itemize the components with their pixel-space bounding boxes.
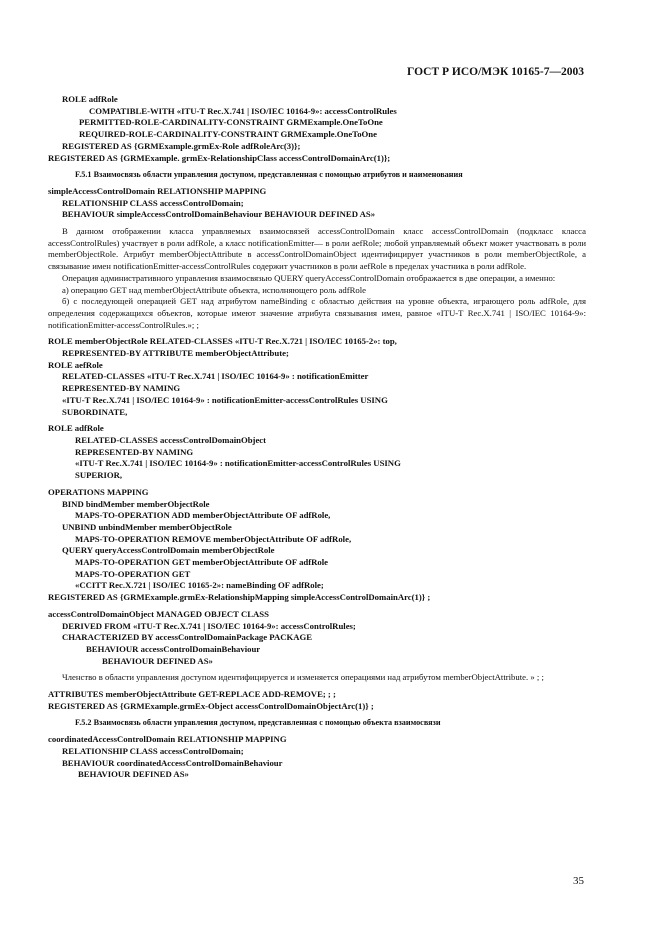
code-line: coordinatedAccessControlDomain RELATIONSHIP MAPPING bbox=[48, 734, 287, 745]
code-line: BEHAVIOUR coordinatedAccessControlDomainBehaviour bbox=[62, 757, 283, 768]
code-line: MAPS-TO-OPERATION GET memberObjectAttribute OF adfRole bbox=[75, 557, 329, 568]
code-line: RELATED-CLASSES accessControlDomainObject bbox=[75, 434, 267, 445]
code-line: SUPERIOR, bbox=[75, 470, 123, 481]
code-line: REPRESENTED-BY ATTRIBUTE memberObjectAttribute; bbox=[62, 348, 289, 359]
code-line: PERMITTED-ROLE-CARDINALITY-CONSTRAINT GRMExample.OneToOne bbox=[79, 117, 383, 128]
code-line: RELATIONSHIP CLASS accessControlDomain; bbox=[62, 745, 244, 756]
section-heading: F.5.1 Взаимосвязь области управления доступом, представленная с помощью атрибутов и наименования bbox=[75, 170, 463, 180]
code-line: REGISTERED AS {GRMExample.grmEx-Object accessControlDomainObjectArc(1)} ; bbox=[48, 700, 374, 711]
paragraph: В данном отображении класса управляемых взаимосвязей accessControlDomain класс accessControlDomain (подкласс класса accessControlRules) участвует в роли adfRole, а класс notificationEmitter— в роли aefRole; любой управляемый объект может участвовать в роли memberObjectRole. Атрибут memberObjectAttribute в accessControlDomainObject идентифицирует участников в роли memberObjectRole, а связывание имен notificationEmitter-accessControlRules содержит участников в роли aefRole в пределах участника в роли adfRole. bbox=[48, 226, 586, 272]
code-line: ROLE aefRole bbox=[48, 359, 103, 370]
code-line: BEHAVIOUR DEFINED AS» bbox=[78, 769, 189, 780]
code-line: REGISTERED AS {GRMExample.grmEx-RelationshipMapping simpleAccessControlDomainArc(1)} ; bbox=[48, 592, 431, 603]
code-line: ROLE adfRole bbox=[62, 94, 118, 104]
paragraph: Операция административного управления взаимосвязью QUERY queryAccessControlDomain отображается в две операции, а именно: bbox=[62, 272, 556, 283]
code-line: UNBIND unbindMember memberObjectRole bbox=[62, 521, 232, 532]
code-line: REQUIRED-ROLE-CARDINALITY-CONSTRAINT GRMExample.OneToOne bbox=[79, 129, 377, 140]
paragraph: Членство в области управления доступом идентифицируется и изменяется операциями над атрибутом memberObjectAttribute. » ; ; bbox=[62, 672, 544, 683]
code-line: ATTRIBUTES memberObjectAttribute GET-REPLACE ADD-REMOVE; ; ; bbox=[48, 689, 336, 700]
code-line: «ITU-T Rec.X.741 | ISO/IEC 10164-9» : notificationEmitter-accessControlRules USING bbox=[75, 458, 401, 469]
code-line: simpleAccessControlDomain RELATIONSHIP MAPPING bbox=[48, 185, 267, 196]
paragraph: а) операцию GET над memberObjectAttribute объекта, исполняющего роль adfRole bbox=[62, 284, 366, 295]
code-line: COMPATIBLE-WITH «ITU-T Rec.X.741 | ISO/IEC 10164-9»: accessControlRules bbox=[89, 105, 397, 116]
code-line: MAPS-TO-OPERATION ADD memberObjectAttribute OF adfRole, bbox=[75, 510, 331, 521]
code-line: accessControlDomainObject MANAGED OBJECT CLASS bbox=[48, 608, 269, 619]
code-line: REPRESENTED-BY NAMING bbox=[62, 383, 181, 394]
code-line: REGISTERED AS {GRMExample. grmEx-RelationshipClass accessControlDomainArc(1)}; bbox=[48, 152, 391, 163]
code-line: MAPS-TO-OPERATION REMOVE memberObjectAttribute OF adfRole, bbox=[75, 533, 352, 544]
code-line: BIND bindMember memberObjectRole bbox=[62, 498, 210, 509]
code-line: ROLE memberObjectRole RELATED-CLASSES «ITU-T Rec.X.721 | ISO/IEC 10165-2»: top, bbox=[48, 336, 397, 347]
paragraph: б) с последующей операцией GET над атрибутом nameBinding с областью действия на уровне объекта, играющего роль adfRole, для определения содержащихся объектов, которые имеют значение атрибута связывания имен, равное «ITU-T Rec.X.741 | ISO/IEC 10164-9»: notificationEmitter-accessControlRules.»; ; bbox=[48, 296, 586, 330]
code-line: MAPS-TO-OPERATION GET bbox=[75, 568, 191, 579]
code-line: CHARACTERIZED BY accessControlDomainPackage PACKAGE bbox=[62, 632, 313, 643]
code-line: BEHAVIOUR accessControlDomainBehaviour bbox=[86, 643, 261, 654]
code-line: ROLE adfRole bbox=[48, 423, 104, 434]
code-line: OPERATIONS MAPPING bbox=[48, 486, 149, 497]
code-line: SUBORDINATE, bbox=[62, 406, 128, 417]
code-line: «ITU-T Rec.X.741 | ISO/IEC 10164-9» : notificationEmitter-accessControlRules USING bbox=[62, 394, 388, 405]
code-line: QUERY queryAccessControlDomain memberObjectRole bbox=[62, 545, 275, 556]
code-line: «CCITT Rec.X.721 | ISO/IEC 10165-2»: nameBinding OF adfRole; bbox=[75, 580, 324, 591]
code-line: BEHAVIOUR DEFINED AS» bbox=[102, 655, 213, 666]
code-line: REGISTERED AS {GRMExample.grmEx-Role adfRoleArc(3)}; bbox=[62, 140, 301, 151]
code-line: RELATED-CLASSES «ITU-T Rec.X.741 | ISO/IEC 10164-9» : notificationEmitter bbox=[62, 371, 369, 382]
section-heading: F.5.2 Взаимосвязь области управления доступом, представленная с помощью объекта взаимосвязи bbox=[75, 718, 441, 728]
code-line: DERIVED FROM «ITU-T Rec.X.741 | ISO/IEC 10164-9»: accessControlRules; bbox=[62, 620, 356, 631]
page-number: 35 bbox=[573, 875, 584, 887]
page-header: ГОСТ Р ИСО/МЭК 10165-7—2003 bbox=[407, 66, 584, 78]
code-line: RELATIONSHIP CLASS accessControlDomain; bbox=[62, 197, 244, 208]
page-content bbox=[48, 94, 586, 781]
code-line: REPRESENTED-BY NAMING bbox=[75, 446, 194, 457]
code-line: BEHAVIOUR simpleAccessControlDomainBehaviour BEHAVIOUR DEFINED AS» bbox=[62, 209, 376, 220]
